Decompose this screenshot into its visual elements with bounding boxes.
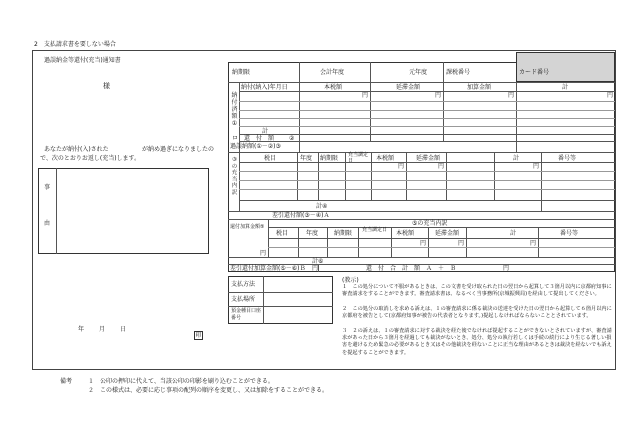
alloc-yen-3: 円: [533, 163, 540, 170]
return-no: ②: [289, 135, 295, 142]
payment-col-added: 加算金額: [467, 84, 492, 91]
addressee-honorific: 様: [103, 82, 110, 90]
allocation-section-label: ③の充当内訳: [231, 157, 238, 196]
interest-col-year: 年度: [306, 230, 319, 237]
interest-yen-1: 円: [420, 240, 427, 247]
grand-total-yen: 円: [503, 265, 510, 272]
date-year: 年: [78, 326, 85, 333]
payment-col-principal: 本税額: [324, 84, 343, 91]
reason-label-char-2: 由: [44, 220, 51, 227]
alloc-col-period: 納期限: [320, 155, 339, 162]
alloc-deduct-label: 差引還付額(③－④)Ａ: [272, 212, 330, 219]
remarks-item-1: １ 公印の押印に代えて、当該公印の印影を刷り込むことができる。: [88, 378, 274, 385]
interest-col-total: 計: [510, 230, 517, 237]
yen-unit-3: 円: [508, 92, 515, 99]
payment-method-label: 支払方法: [231, 281, 256, 288]
payment-sum-label: 計: [262, 128, 269, 135]
return-label: ロ 還 付 額: [232, 135, 275, 142]
overpaid-label: 過誤納額(①－②)③: [230, 143, 281, 150]
yen-unit-2: 円: [435, 92, 442, 99]
remarks-label: 備考: [60, 378, 73, 385]
payment-account-label: 預金種目口座番号: [231, 308, 262, 321]
interest-col-num: 番号等: [560, 230, 579, 237]
notice-title: (教示): [342, 277, 359, 284]
interest-deduct-label: 差引還付加算金額(⑤－⑥)Ｂ: [230, 265, 306, 272]
interest-col-principal: 本税額: [396, 230, 415, 237]
alloc-yen-2: 円: [438, 163, 445, 170]
tax-year-label: 元年度: [409, 69, 428, 76]
remarks-item-2: ２ この様式は、必要に応じ事項の配列の順序を変更し、又は加除をすることができる。: [88, 387, 329, 394]
intro-line-2: で、次のとおりお返し(充当)します。: [40, 155, 141, 162]
seal-label: 印: [195, 332, 202, 339]
alloc-col-principal: 本税額: [376, 155, 395, 162]
interest-left-label: 還付加算金額⑤: [230, 224, 265, 230]
payment-date-col: 納付(納入)年月日: [241, 84, 288, 91]
alloc-yen-1: 円: [398, 163, 405, 170]
section-heading: 2 支払請求書を要しない場合: [34, 41, 116, 48]
interest-yen-3: 円: [530, 240, 537, 247]
seal-icon: [194, 331, 203, 340]
alloc-col-num: 番号等: [558, 155, 577, 162]
form-title: 過誤納金等還付(充当)通知書: [44, 57, 121, 64]
alloc-col-alloc: 充当調定日: [348, 152, 369, 164]
notice-item-3: ３ ２の訴えは、１の審査請求に対する裁決を経た後でなければ提起することができないとされていますが、審査請求があった日から３箇月を経過しても裁決がないとき、処分、処分の執行若しくは手続の続行により生じる著しい損害を避けるため緊急の必要があるとき又はその他裁決を経ないことに正当な理由があるときは裁決を経ないでも訴えを提起することができます。: [342, 328, 612, 356]
alloc-col-late: 延滞金額: [416, 155, 441, 162]
interest-section-label: ⑤の充当内訳: [412, 220, 448, 227]
period-label: 納期限: [232, 69, 251, 76]
interest-left-yen: 円: [260, 250, 267, 257]
alloc-col-total: 計: [513, 155, 520, 162]
interest-sum-label: 計⑥: [312, 258, 324, 265]
alloc-col-year: 年度: [300, 155, 313, 162]
notice-item-1: １ この処分について不服があるときは、この文書を受け取られた日の翌日から起算して３箇月以内に京都府知事に審査請求をすることができます。審査請求書は、なるべく当事務所(京城振興局)を経由して提出してください。: [342, 284, 612, 298]
tax-item-no-label: 課税番号: [446, 69, 471, 76]
date-day: 日: [120, 326, 127, 333]
interest-yen-2: 円: [458, 240, 465, 247]
alloc-col-tax: 税目: [264, 155, 277, 162]
grand-total-label: 還 付 合 計 額 Ａ ＋ Ｂ: [366, 265, 457, 272]
date-month: 月: [99, 326, 106, 333]
yen-unit-4: 円: [607, 92, 614, 99]
payment-section-label: 納付済額①: [231, 92, 238, 127]
payment-col-late: 延滞金額: [396, 84, 421, 91]
interest-col-alloc: 充当調定日: [362, 227, 388, 233]
reason-label-char-1: 事: [44, 184, 51, 191]
payment-col-total: 計: [562, 84, 569, 91]
intro-line-1b-start: が納め過ぎになりましたの: [142, 146, 215, 153]
card-no-label: カード番号: [519, 69, 550, 76]
notice-item-2: ２ この処分の取消しを求める訴えは、１の審査請求に係る裁決の送達を受けた日の翌日から起算して６箇月以内に京都府を被告として(京都府知事が被告の代表者となります。)提起しなければならないこととされています。: [342, 306, 612, 320]
fiscal-year-label: 会計年度: [320, 69, 345, 76]
interest-deduct-yen: 円: [312, 265, 319, 272]
alloc-sum-label: 計④: [316, 203, 328, 210]
yen-unit-1: 円: [362, 92, 369, 99]
reason-box: [38, 168, 209, 254]
interest-col-period: 納期限: [334, 230, 353, 237]
interest-col-tax: 税目: [276, 230, 289, 237]
payment-place-label: 支払場所: [231, 296, 256, 303]
intro-line-1a: あなたが納付(入)された: [44, 146, 109, 153]
interest-col-late: 延滞金額: [435, 230, 460, 237]
